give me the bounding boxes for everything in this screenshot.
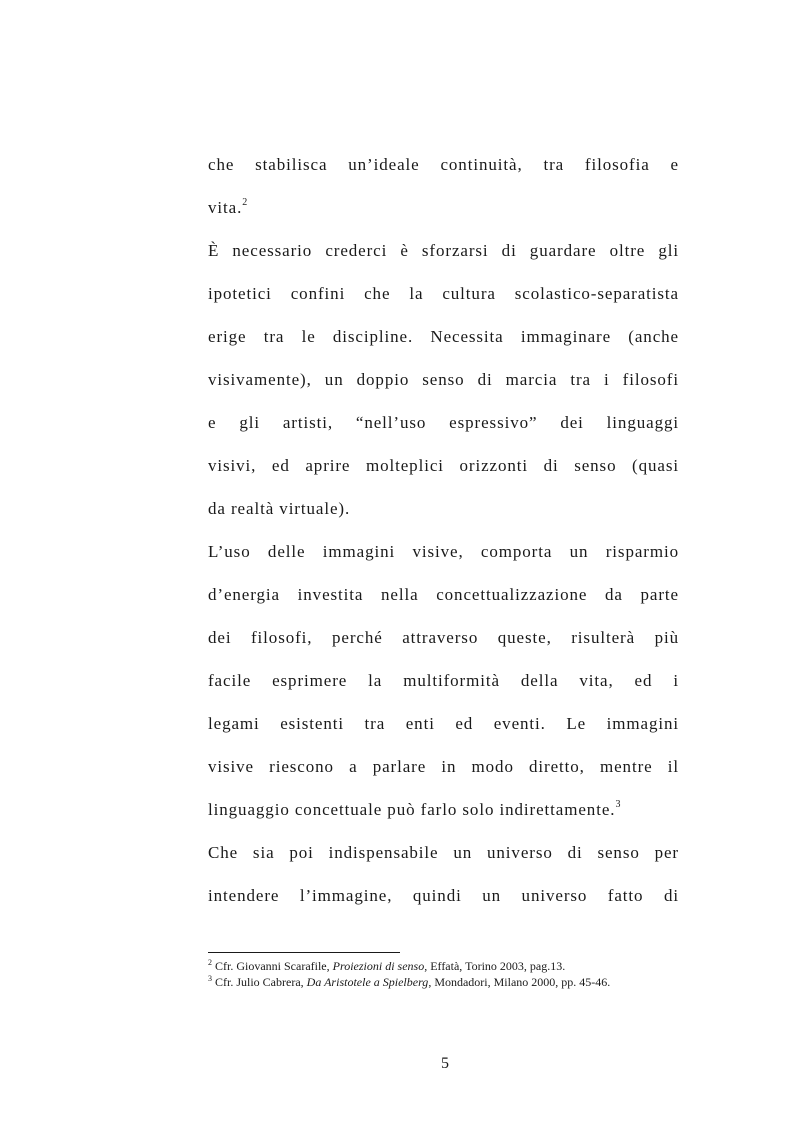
text-line	[208, 616, 679, 659]
line-text: ipotetici confini che la cultura scolastico-separatista	[208, 284, 679, 303]
line-text: che stabilisca un’ideale continuità, tra filosofia e	[208, 155, 679, 174]
footnote-title: Da Aristotele a Spielberg	[306, 975, 429, 989]
text-line	[208, 573, 679, 616]
text-line	[208, 874, 679, 917]
footnote-number: 3	[208, 974, 212, 983]
line-text: L’uso delle immagini visive, comporta un risparmio	[208, 542, 679, 561]
text-line	[208, 831, 679, 874]
line-text: vita.	[208, 198, 243, 217]
text-line	[208, 659, 679, 702]
text-line	[208, 272, 679, 315]
text-line	[208, 229, 679, 272]
line-text: È necessario crederci è sforzarsi di guardare oltre gli	[208, 241, 679, 260]
line-text: d’energia investita nella concettualizzazione da parte	[208, 585, 679, 604]
text-line	[208, 788, 679, 831]
line-text: intendere l’immagine, quindi un universo fatto di	[208, 886, 679, 905]
line-text: visivi, ed aprire molteplici orizzonti di senso (quasi	[208, 456, 679, 475]
text-line	[208, 444, 679, 487]
footnote-3	[208, 974, 688, 990]
line-text: facile esprimere la multiformità della vita, ed i	[208, 671, 679, 690]
footnote-ref-2[interactable]: 2	[242, 197, 248, 208]
text-line	[208, 315, 679, 358]
footnote-prefix: Cfr. Julio Cabrera,	[215, 975, 307, 989]
line-text: Che sia poi indispensabile un universo di senso per	[208, 843, 679, 862]
body-text	[208, 143, 679, 917]
footnote-2	[208, 958, 688, 974]
text-line	[208, 530, 679, 573]
line-text: erige tra le discipline. Necessita immaginare (anche	[208, 327, 679, 346]
footnote-suffix: , Effatà, Torino 2003, pag.13.	[424, 959, 566, 973]
footnote-ref-3[interactable]: 3	[615, 799, 621, 810]
footnote-separator	[208, 952, 400, 953]
line-text: visive riescono a parlare in modo diretto, mentre il	[208, 757, 679, 776]
line-text: linguaggio concettuale può farlo solo indirettamente.	[208, 800, 616, 819]
text-line	[208, 702, 679, 745]
line-text: dei filosofi, perché attraverso queste, risulterà più	[208, 628, 679, 647]
footnote-number: 2	[208, 958, 212, 967]
footnote-title: Proiezioni di senso	[332, 959, 425, 973]
page-number: 5	[441, 1055, 449, 1072]
text-line	[208, 186, 679, 229]
line-text: e gli artisti, “nell’uso espressivo” dei linguaggi	[208, 413, 679, 432]
line-text: legami esistenti tra enti ed eventi. Le immagini	[208, 714, 679, 733]
text-line	[208, 401, 679, 444]
text-line	[208, 745, 679, 788]
text-line	[208, 358, 679, 401]
footnote-prefix: Cfr. Giovanni Scarafile,	[215, 959, 333, 973]
footnotes	[208, 958, 688, 990]
line-text: visivamente), un doppio senso di marcia tra i filosofi	[208, 370, 679, 389]
text-line	[208, 143, 679, 186]
text-line	[208, 487, 679, 530]
line-text: da realtà virtuale).	[208, 499, 351, 518]
footnote-suffix: , Mondadori, Milano 2000, pp. 45-46.	[428, 975, 611, 989]
